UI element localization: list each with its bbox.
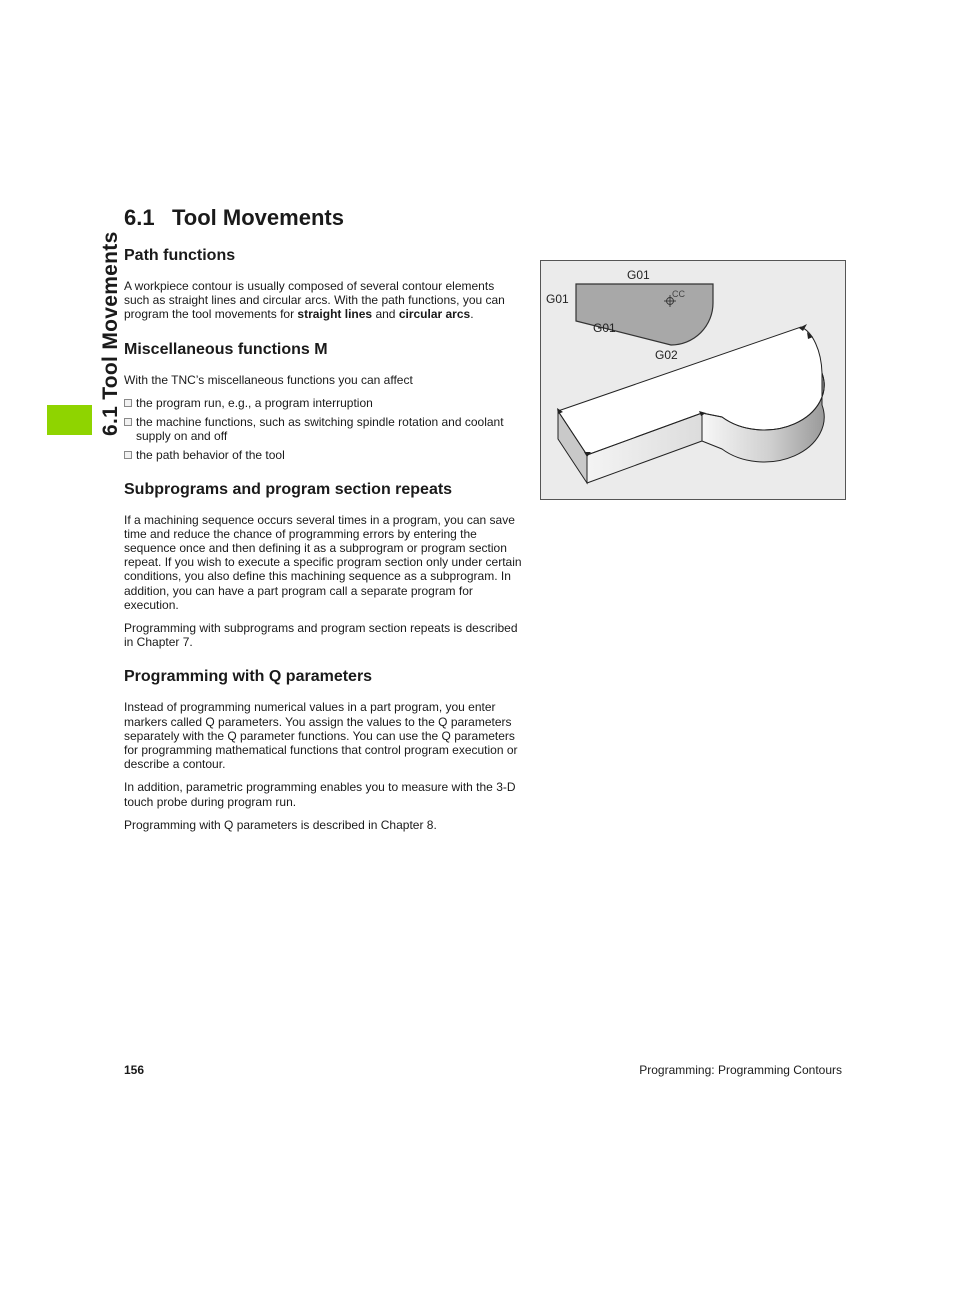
square-bullet-icon: [124, 451, 132, 459]
section-path-functions: [124, 247, 522, 322]
label-g02: G02: [655, 348, 678, 362]
list-item: the machine functions, such as switching spindle rotation and coolant supply on and off: [124, 415, 522, 443]
contour-illustration: [541, 261, 845, 499]
path-bold-circular-arcs: circular arcs: [398, 307, 471, 322]
section-number: 6.1: [124, 205, 155, 230]
square-bullet-icon: [124, 418, 132, 426]
paragraph-misc-intro: With the TNC’s miscellaneous functions you can affect: [124, 372, 413, 387]
label-g01-bottom: G01: [593, 321, 616, 335]
square-bullet-icon: [124, 399, 132, 407]
path-text-end: .: [470, 307, 474, 322]
main-content: [124, 206, 522, 841]
misc-list: [124, 396, 522, 463]
paragraph-subprograms-1: If a machining sequence occurs several times in a program, you can save time and reduce the chance of programming errors by entering the sequence once and then defining it as a subprogram or program section repeat. If you wish to execute a specific program section only under certain conditions, you also define this machining sequence as a subprogram. In addition, you can have a part program call a separate program for execution.: [124, 512, 522, 612]
page-title: [124, 206, 522, 230]
paragraph-subprograms-2: Programming with subprograms and program section repeats is described in Chapter 7.: [124, 621, 518, 650]
heading-path-functions: Path functions: [124, 247, 236, 264]
path-functions-figure: [540, 260, 846, 500]
label-cc: CC: [672, 289, 685, 299]
section-q-parameters: [124, 668, 522, 832]
footer-chapter-title: Programming: Programming Contours: [639, 1063, 842, 1077]
paragraph-path-functions: [124, 279, 522, 322]
section-subprograms: [124, 481, 522, 650]
path-bold-straight-lines: straight lines: [297, 307, 373, 322]
section-misc-functions: [124, 341, 522, 463]
section-tab-marker: [47, 405, 92, 435]
path-text-and: and: [372, 307, 399, 322]
page-number: 156: [124, 1063, 145, 1077]
label-g01-top: G01: [627, 268, 650, 282]
list-item: the path behavior of the tool: [124, 448, 522, 462]
paragraph-q-parameters-3: Programming with Q parameters is described in Chapter 8.: [124, 817, 437, 832]
label-g01-left: G01: [546, 292, 569, 306]
heading-misc-functions: Miscellaneous functions M: [124, 340, 328, 358]
contour-2d-shape: [576, 284, 713, 345]
heading-q-parameters: Programming with Q parameters: [124, 668, 373, 686]
paragraph-q-parameters-1: Instead of programming numerical values in a part program, you enter markers called Q parameters. You assign the values to the Q parameters separately with the Q parameter functions. You can use the Q parameters for programming mathematical functions that control program execution or describe a contour.: [124, 700, 518, 772]
paragraph-q-parameters-2: In addition, parametric programming enables you to measure with the 3-D touch probe during program run.: [124, 780, 516, 809]
list-item: the program run, e.g., a program interruption: [124, 396, 522, 410]
heading-subprograms: Subprograms and program section repeats: [124, 480, 453, 498]
path-text: A workpiece contour is usually composed of several contour elements such as straight lines and circular arcs. With the path functions, you can program the tool movements for: [124, 279, 505, 322]
section-title: Tool Movements: [172, 205, 344, 230]
side-section-title: 6.1 Tool Movements: [99, 231, 122, 436]
